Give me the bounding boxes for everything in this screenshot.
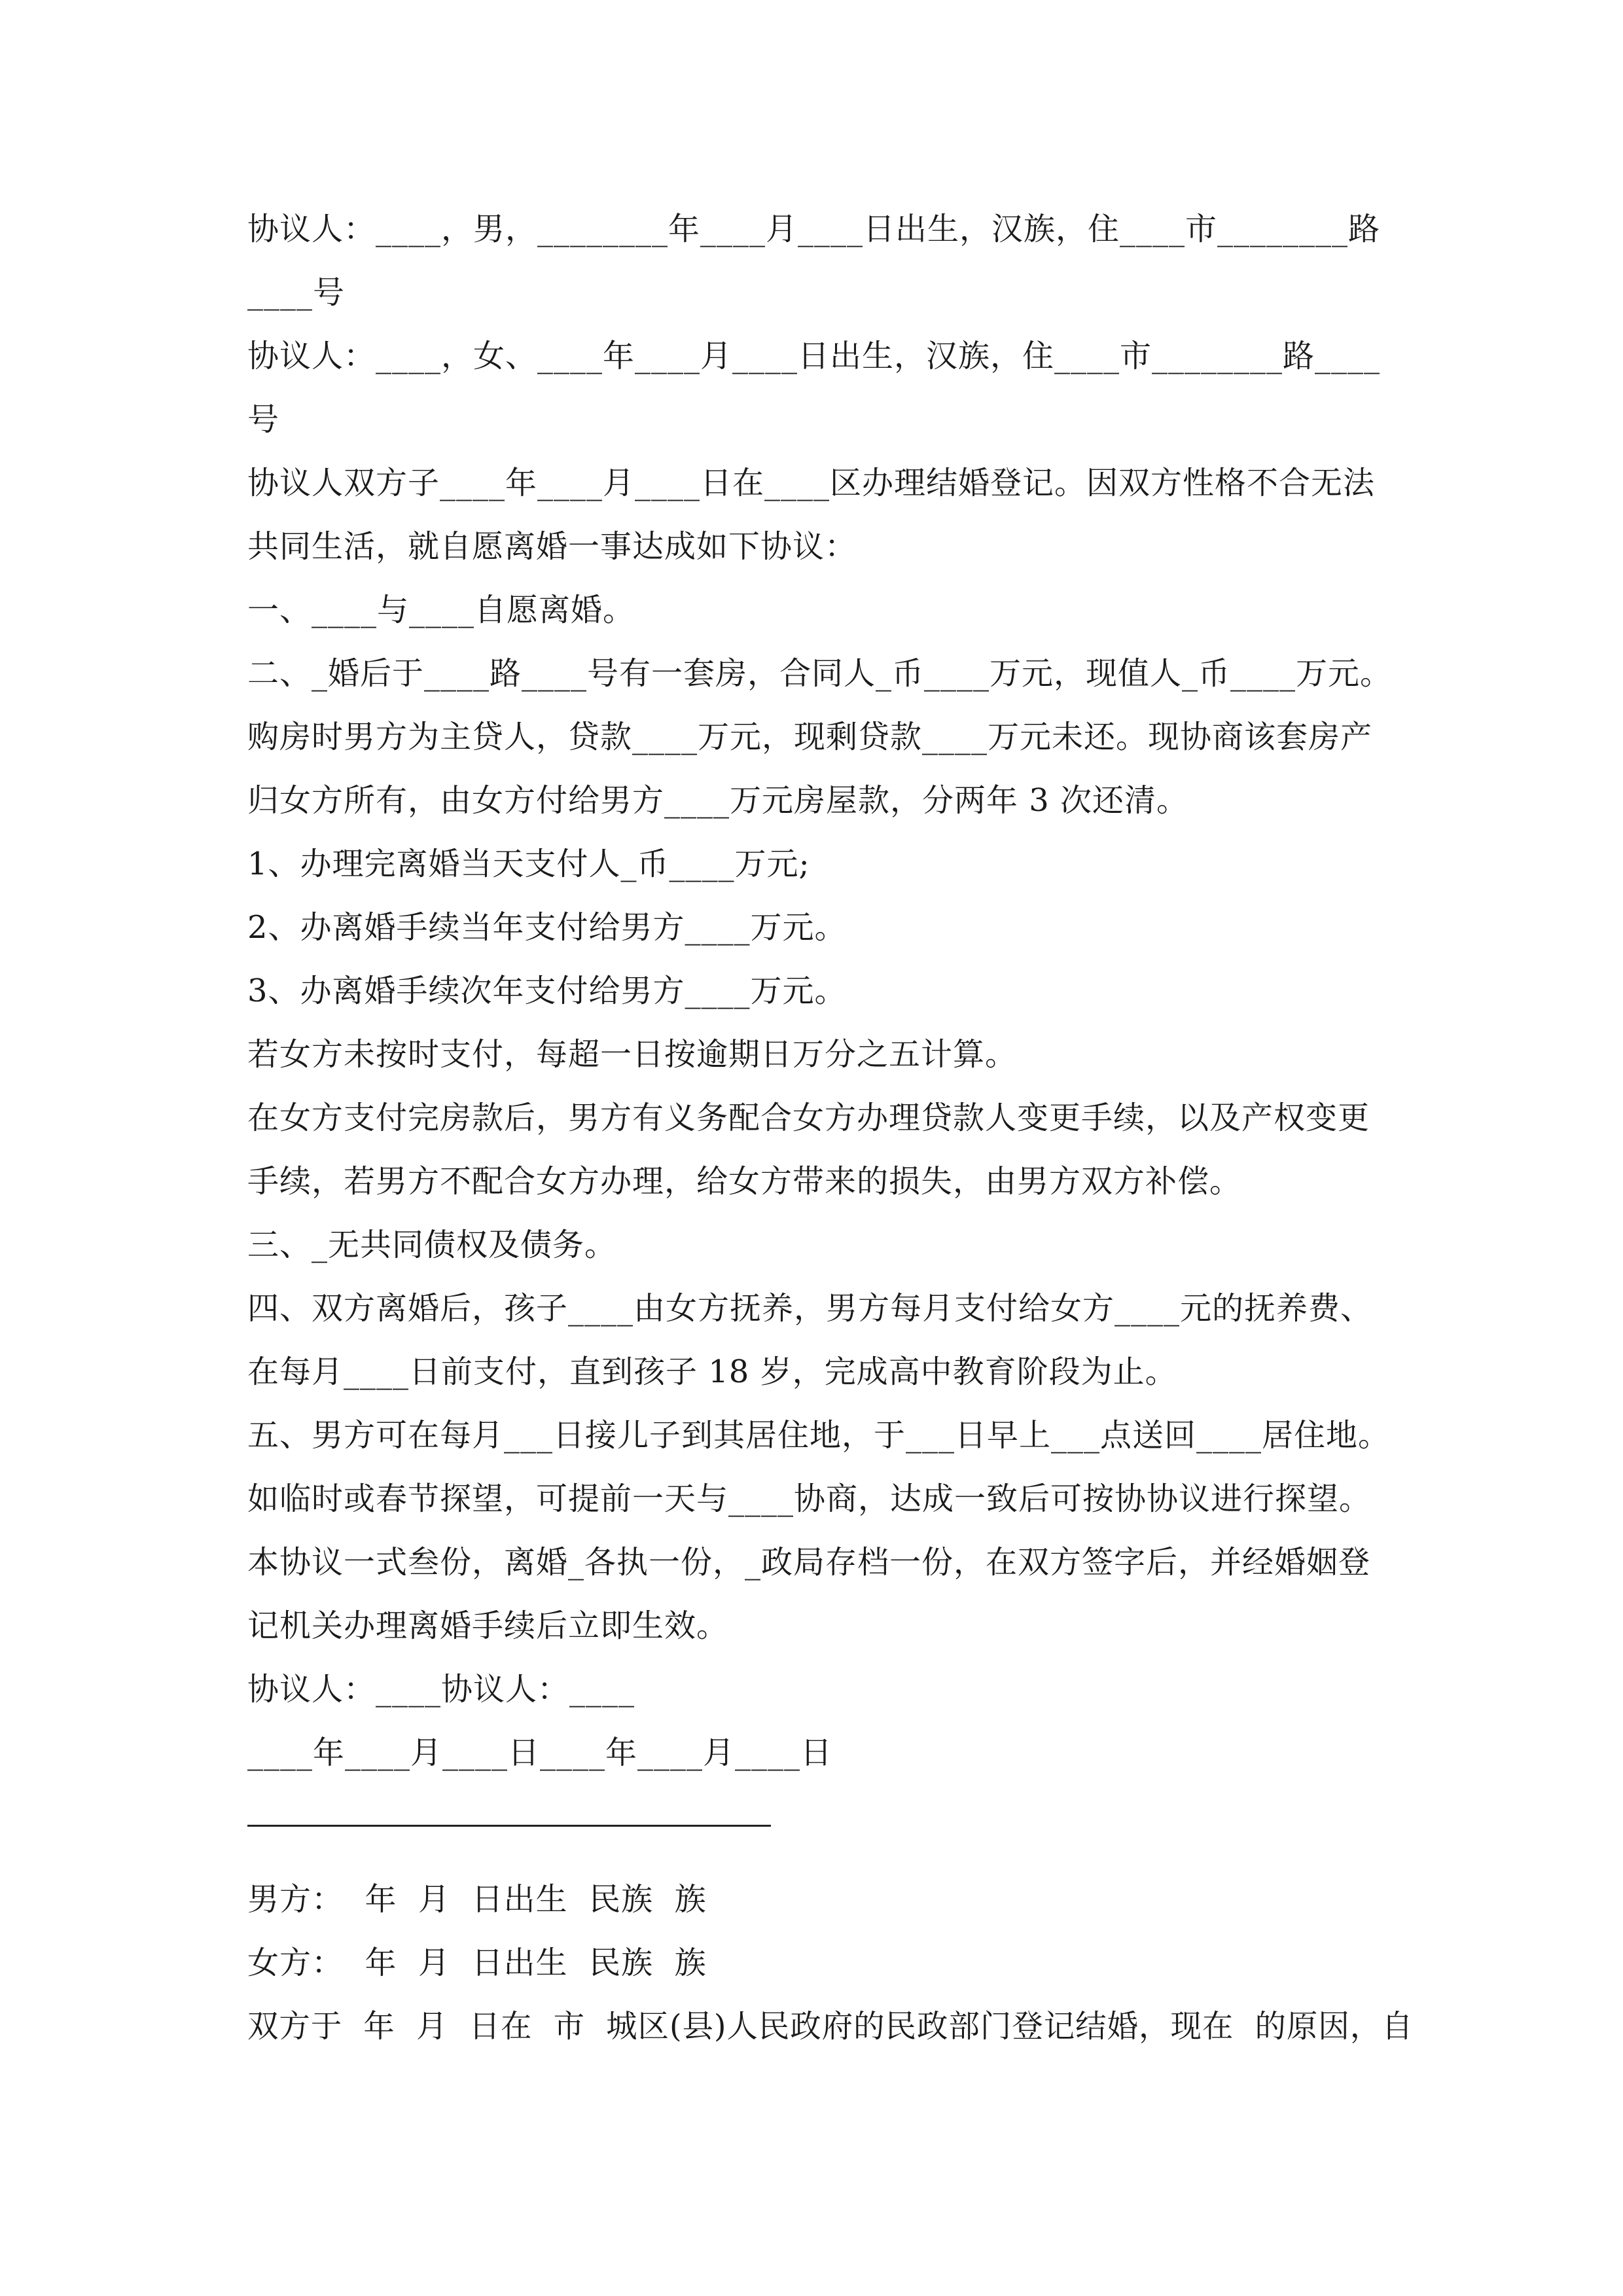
male-party-line: 男方： 年 月 日出生 民族 族 [247,1881,707,1918]
text-line-12: 2、办离婚手续当年支付给男方____万元。 [247,909,847,946]
text-line-6: 共同生活，就自愿离婚一事达成如下协议： [247,528,857,565]
section-divider [247,1825,771,1827]
text-line-15: 在女方支付完房款后，男方有义务配合女方办理贷款人变更手续，以及产权变更 [247,1100,1370,1136]
text-line-16: 手续，若男方不配合女方办理，给女方带来的损失，由男方双方补偿。 [247,1163,1242,1200]
text-line-22: 本协议一式叁份，离婚_各执一份，_政局存档一份，在双方签字后，并经婚姻登 [247,1544,1371,1581]
text-line-1: 协议人：____，男，________年____月____日出生，汉族，住____市________路 [247,211,1381,247]
signature-line: 协议人：____协议人：____ [247,1671,635,1708]
text-line-11: 1、办理完离婚当天支付人_币____万元; [247,846,810,882]
text-line-3: 协议人：____，女、____年____月____日出生，汉族，住____市________路____ [247,338,1381,374]
text-line-20: 五、男方可在每月___日接儿子到其居住地，于___日早上___点送回____居住地。 [247,1417,1391,1454]
text-line-4: 号 [247,401,280,438]
date-line: ____年____月____日____年____月____日 [247,1734,833,1771]
text-line-23: 记机关办理离婚手续后立即生效。 [247,1607,729,1644]
text-line-2: ____号 [247,274,346,311]
text-line-21: 如临时或春节探望，可提前一天与____协商，达成一致后可按协协议进行探望。 [247,1480,1372,1517]
female-party-line: 女方： 年 月 日出生 民族 族 [247,1945,707,1981]
text-line-9: 购房时男方为主贷人，贷款____万元，现剩贷款____万元未还。现协商该套房产 [247,719,1373,755]
text-line-19: 在每月____日前支付，直到孩子 18 岁，完成高中教育阶段为止。 [247,1354,1177,1390]
text-line-14: 若女方未按时支付，每超一日按逾期日万分之五计算。 [247,1036,1018,1073]
text-line-17: 三、_无共同债权及债务。 [247,1227,617,1263]
marriage-registration-line: 双方于 年 月 日在 市 城区(县)人民政府的民政部门登记结婚，现在 的原因，自 [247,2008,1414,2045]
text-line-10: 归女方所有，由女方付给男方____万元房屋款，分两年 3 次还清。 [247,782,1189,819]
text-line-7: 一、____与____自愿离婚。 [247,592,635,628]
text-line-18: 四、双方离婚后，孩子____由女方抚养，男方每月支付给女方____元的抚养费、 [247,1290,1373,1327]
text-line-5: 协议人双方子____年____月____日在____区办理结婚登记。因双方性格不合无法 [247,465,1376,501]
text-line-13: 3、办离婚手续次年支付给男方____万元。 [247,973,847,1009]
text-line-8: 二、_婚后于____路____号有一套房，合同人_币____万元，现值人_币____万元。 [247,655,1393,692]
